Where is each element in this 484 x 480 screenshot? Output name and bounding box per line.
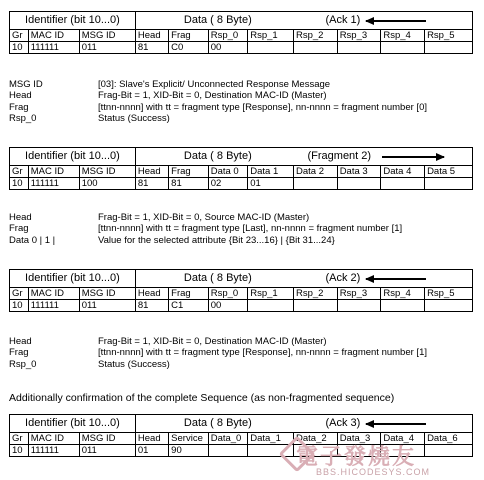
direction-annotation [294,12,473,30]
frame-ack1 [9,11,473,54]
description-key: Rsp_0 [9,112,37,124]
confirmation-title: Additionally confirmation of the complete Sequence (as non-fragmented sequence) [9,392,395,404]
cell-value: 81 [135,300,168,312]
column-label: Head [135,288,168,300]
data-header-label: Data ( 8 Byte) [183,150,252,162]
can-frame-table [9,269,473,312]
description-row [9,212,402,223]
column-label: Gr [10,433,29,445]
column-label: MAC ID [28,166,79,178]
description-value: Frag-Bit = 1, XID-Bit = 0, Source MAC-ID (Master) [98,212,310,223]
cell-value [425,42,473,54]
cell-value: 01 [135,445,168,457]
column-label: Rsp_4 [381,288,425,300]
cell-value: 111111 [28,178,79,190]
column-label: Data_2 [294,433,338,445]
column-label: Rsp_1 [248,288,294,300]
cell-value [381,178,425,190]
description-ack1 [9,79,427,124]
description-value: [03]: Slave's Explicit/ Unconnected Response Message [98,79,331,90]
column-label: Data 2 [294,166,338,178]
column-label: Rsp_3 [337,30,381,42]
data-header [135,270,293,288]
description-key: Frag [9,101,29,113]
description-row [9,235,402,246]
column-label: MAC ID [28,433,79,445]
watermark-text: 電子發燒友 [296,444,417,469]
column-label: Data_4 [381,433,425,445]
cell-value: 10 [10,445,29,457]
cell-value [294,42,338,54]
column-label: Data_0 [208,433,248,445]
description-key: Head [9,336,32,347]
column-label: Rsp_3 [337,288,381,300]
column-label: Head [135,433,168,445]
column-label: MAC ID [28,30,79,42]
description-row [9,102,427,113]
column-label: Gr [10,166,29,178]
description-value: Value for the selected attribute {Bit 23...16} | {Bit 31...24} [98,234,335,246]
column-label: Frag [169,30,209,42]
annotation-label: (Ack 2) [325,272,361,284]
data-header [135,148,293,166]
column-label: Rsp_1 [248,30,294,42]
column-label: Service [169,433,209,445]
cell-value: C0 [169,42,209,54]
description-row [9,90,427,101]
description-key: Data 0 | 1 | [9,234,56,246]
description-value: [ttnn-nnnn] with tt = fragment type [Response], nn-nnnn = fragment number [0] [98,101,427,113]
column-label: Data_3 [337,433,381,445]
description-key: MSG ID [9,79,43,90]
description-key: Head [9,90,32,102]
column-label: MSG ID [79,166,135,178]
column-label: Rsp_2 [294,30,338,42]
column-label: Data 1 [248,166,294,178]
data-header [135,12,293,30]
column-label: Frag [169,288,209,300]
arrow-left-icon [366,20,426,22]
annotation-label: (Ack 1) [325,14,361,26]
cell-value [425,178,473,190]
cell-value: 81 [169,178,209,190]
column-label: Data 3 [337,166,381,178]
description-row [9,336,427,347]
cell-value: 111111 [28,42,79,54]
cell-value [294,178,338,190]
column-label: Data 5 [425,166,473,178]
description-ack2 [9,336,427,370]
cell-value [381,300,425,312]
cell-value [337,300,381,312]
description-fragment2 [9,212,402,246]
cell-value: 00 [208,300,248,312]
column-label: Gr [10,288,29,300]
data-header-label: Data ( 8 Byte) [183,14,252,26]
cell-value [425,300,473,312]
column-label: MSG ID [79,433,135,445]
cell-value: 81 [135,42,168,54]
description-value: [ttnn-nnnn] with tt = fragment type [Response], nn-nnnn = fragment number [1] [98,347,427,359]
cell-value: 10 [10,42,29,54]
watermark-url: BBS.HICODESYS.COM [316,467,431,477]
can-frame-table [9,147,473,190]
cell-value [337,42,381,54]
description-row [9,223,402,234]
description-key: Frag [9,347,29,359]
direction-annotation [294,415,473,433]
identifier-header: Identifier (bit 10...0) [10,270,136,288]
cell-value: 011 [79,42,135,54]
cell-value: 00 [208,42,248,54]
column-label: Gr [10,30,29,42]
column-label: Rsp_4 [381,30,425,42]
cell-value [294,300,338,312]
column-label: Rsp_5 [425,30,473,42]
column-label: Data_1 [248,433,294,445]
cell-value: 10 [10,178,29,190]
description-key: Rsp_0 [9,358,37,370]
arrow-left-icon [366,278,426,280]
column-label: Rsp_0 [208,30,248,42]
identifier-header: Identifier (bit 10...0) [10,415,136,433]
cell-value: 01 [248,178,294,190]
column-label: MSG ID [79,30,135,42]
column-label: Head [135,166,168,178]
arrow-left-icon [366,423,426,425]
description-row [9,113,427,124]
description-value: Status (Success) [98,358,170,370]
cell-value: 011 [79,300,135,312]
description-row [9,347,427,358]
column-label: Frag [169,166,209,178]
column-label: Rsp_5 [425,288,473,300]
column-label: Data 4 [381,166,425,178]
cell-value: 011 [79,445,135,457]
cell-value: 111111 [28,445,79,457]
cell-value: 10 [10,300,29,312]
description-key: Frag [9,223,29,235]
data-header [135,415,293,433]
description-row [9,79,427,90]
description-value: [ttnn-nnnn] with tt = fragment type [Last], nn-nnnn = fragment number [1] [98,223,403,235]
frame-ack2 [9,269,473,312]
direction-annotation [294,148,473,166]
column-label: Data 0 [208,166,248,178]
frame-fragment2 [9,147,473,190]
identifier-header: Identifier (bit 10...0) [10,148,136,166]
cell-value [381,42,425,54]
cell-value: C1 [169,300,209,312]
description-value: Frag-Bit = 1, XID-Bit = 0, Destination MAC-ID (Master) [98,336,327,347]
data-header-label: Data ( 8 Byte) [183,417,252,429]
column-label: Data_6 [425,433,473,445]
column-label: Rsp_0 [208,288,248,300]
description-value: Frag-Bit = 1, XID-Bit = 0, Destination MAC-ID (Master) [98,90,327,102]
cell-value [425,445,473,457]
identifier-header: Identifier (bit 10...0) [10,12,136,30]
direction-annotation [294,270,473,288]
data-header-label: Data ( 8 Byte) [183,272,252,284]
can-frame-table [9,11,473,54]
column-label: MSG ID [79,288,135,300]
description-value: Status (Success) [98,112,170,124]
arrow-right-icon [382,156,444,158]
description-row [9,359,427,370]
cell-value: 100 [79,178,135,190]
cell-value [248,42,294,54]
cell-value: 111111 [28,300,79,312]
column-label: Head [135,30,168,42]
cell-value: 02 [208,178,248,190]
cell-value [208,445,248,457]
cell-value [248,300,294,312]
annotation-label: (Fragment 2) [307,150,372,162]
cell-value: 81 [135,178,168,190]
description-key: Head [9,212,32,223]
column-label: MAC ID [28,288,79,300]
cell-value [337,178,381,190]
cell-value: 90 [169,445,209,457]
column-label: Rsp_2 [294,288,338,300]
annotation-label: (Ack 3) [325,417,361,429]
